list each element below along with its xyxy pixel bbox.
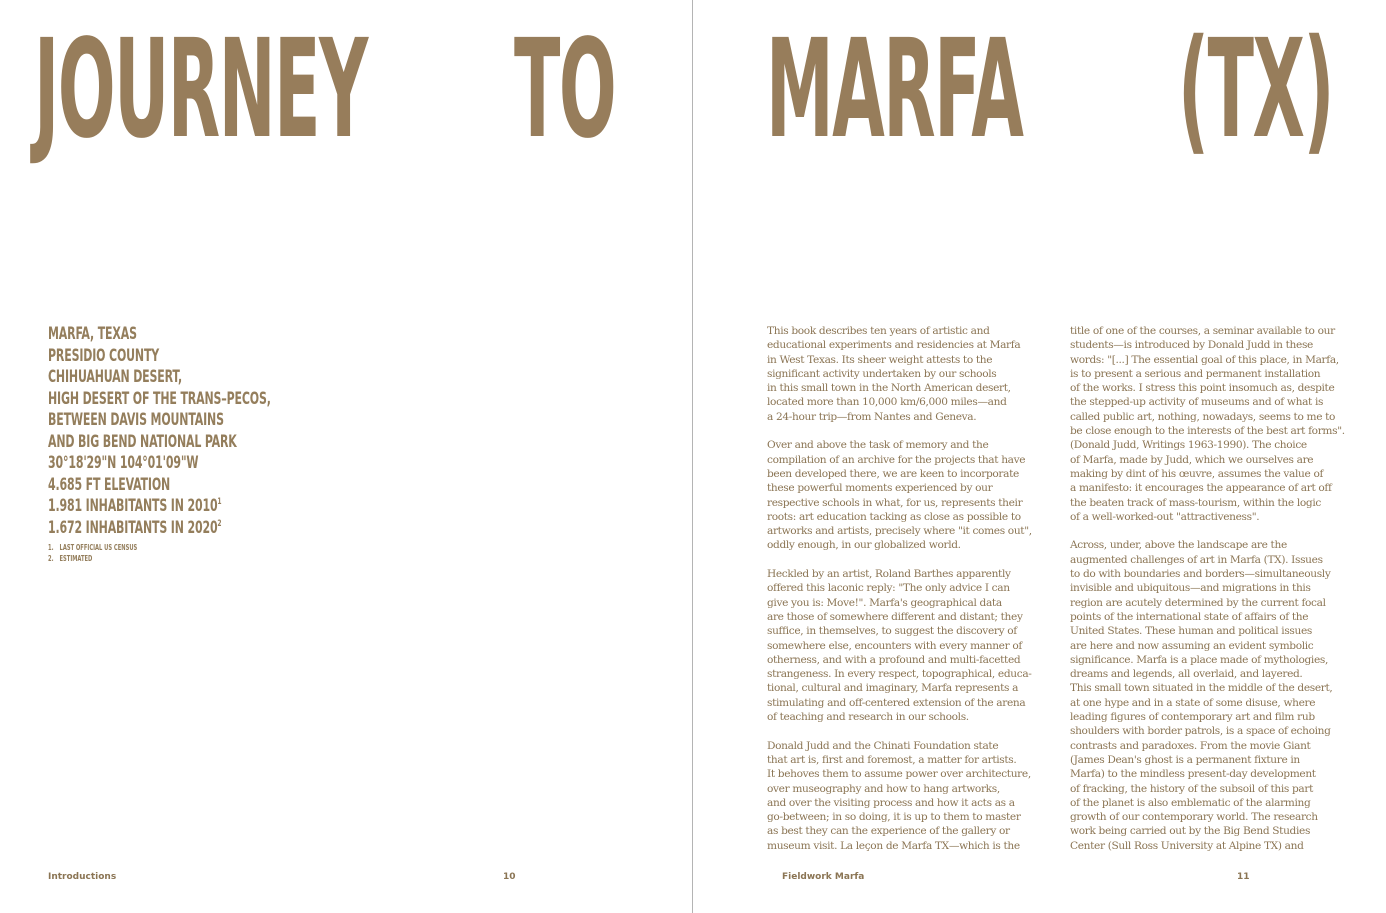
paragraph-gap — [767, 553, 1063, 567]
text-line: the stepped-up activity of museums and of what is — [1070, 396, 1324, 409]
paragraph-gap — [767, 424, 1063, 438]
body-text-left-column — [767, 324, 1063, 853]
text-line: stimulating and off-centered extension of the arena — [767, 696, 1026, 709]
text-line: United States. These human and political issues — [1070, 625, 1312, 638]
text-line: students—is introduced by Donald Judd in these — [1070, 339, 1313, 352]
population-2010 — [48, 495, 344, 517]
text-line: somewhere else, encounters with every manner of — [767, 639, 1022, 652]
footnote-text: ESTIMATED — [59, 554, 93, 563]
footnote-number: 1. — [48, 543, 54, 552]
text-line: This small town situated in the middle of the desert, — [1070, 682, 1333, 695]
text-line: of a well-worked-out "attractiveness". — [1070, 510, 1260, 523]
text-line: region are acutely determined by the current focal — [1070, 596, 1326, 609]
text-line: of fracking, the history of the subsoil of this part — [1070, 782, 1314, 795]
text-line: museum visit. La leçon de Marfa TX—which is the — [767, 839, 1020, 852]
text-line: Across, under, above the landscape are the — [1070, 539, 1287, 552]
paragraph-gap — [767, 724, 1063, 738]
text-line: located more than 10,000 km/6,000 miles—and — [767, 396, 1007, 409]
text-line: compilation of an archive for the projects that have — [767, 453, 1026, 466]
text-line: making by dint of his œuvre, assumes the value of — [1070, 467, 1324, 480]
text-line: in West Texas. Its sheer weight attests to the — [767, 353, 993, 366]
text-line: significant activity undertaken by our schools — [767, 367, 997, 380]
text-line: augmented challenges of art in Marfa (TX). Issues — [1070, 553, 1323, 566]
footnote — [48, 553, 336, 564]
population-2010-text: 1.981 INHABITANTS IN 2010 — [48, 496, 218, 515]
text-line: the beaten track of mass-tourism, within the logic — [1070, 496, 1321, 509]
fact-line: MARFA, TEXAS — [48, 324, 137, 343]
text-line: contrasts and paradoxes. From the movie Giant — [1070, 739, 1311, 752]
text-line: respective schools in what, for us, represents their — [767, 496, 1023, 509]
text-line: Marfa) to the mindless present-day development — [1070, 768, 1316, 781]
text-line: leading figures of contemporary art and film rub — [1070, 711, 1315, 724]
text-line: words: "[...] The essential goal of this place, in Marfa, — [1070, 353, 1339, 366]
text-line: This book describes ten years of artistic and — [767, 325, 990, 337]
text-line: is to present a serious and permanent installation — [1070, 367, 1321, 380]
text-line: called public art, nothing, nowadays, seems to me to — [1070, 410, 1336, 423]
text-line: It behoves them to assume power over architecture, — [767, 768, 1031, 781]
text-line: these powerful moments experienced by our — [767, 482, 993, 495]
text-line: a manifesto: it encourages the appearance of art off — [1070, 482, 1332, 495]
population-2020 — [48, 517, 344, 539]
text-line: tional, cultural and imaginary, Marfa represents a — [767, 682, 1019, 695]
text-line: significance. Marfa is a place made of mythologies, — [1070, 653, 1328, 666]
text-line: and over the visiting process and how it acts as a — [767, 796, 1015, 809]
text-line: roots: art education tacking as close as possible to — [767, 510, 1021, 523]
footnote-number: 2. — [48, 554, 54, 563]
footer-page-number: 10 — [503, 872, 516, 882]
text-line: suffice, in themselves, to suggest the discovery of — [767, 625, 1017, 638]
text-line: Donald Judd and the Chinati Foundation state — [767, 739, 999, 752]
footer-section-label: Introductions — [48, 872, 117, 882]
text-line: are here and now assuming an evident symbolic — [1070, 639, 1314, 652]
fact-line: HIGH DESERT OF THE TRANS–PECOS, — [48, 388, 271, 408]
text-line: otherness, and with a profound and multi-facetted — [767, 653, 1021, 666]
headline-word-to: TO — [514, 11, 616, 169]
footnote-ref-2: 2 — [217, 518, 222, 529]
footnote-ref-1: 1 — [217, 497, 222, 507]
text-line: a 24-hour trip—from Nantes and Geneva. — [767, 410, 977, 423]
fact-line: CHIHUAHUAN DESERT, — [48, 367, 183, 386]
text-line: in this small town in the North American desert, — [767, 382, 1011, 395]
fact-line: BETWEEN DAVIS MOUNTAINS — [48, 410, 224, 429]
footer-section-label: Fieldwork Marfa — [782, 872, 865, 882]
text-line: educational experiments and residencies at Marfa — [767, 339, 1021, 352]
text-line: Center (Sull Ross University at Alpine TX) and — [1070, 839, 1304, 852]
text-line: strangeness. In every respect, topographical, educa- — [767, 668, 1032, 681]
text-line: invisible and ubiquitous—and migrations in this — [1070, 582, 1311, 595]
text-line: oddly enough, in our globalized world. — [767, 539, 961, 552]
location-facts — [48, 323, 448, 564]
page-gutter — [692, 0, 693, 913]
headline-word-journey: JOURNEY — [34, 11, 367, 169]
headline-word-tx: (TX) — [1178, 11, 1333, 169]
text-line: are those of somewhere different and distant; they — [767, 610, 1023, 623]
text-line: of the works. I stress this point insomuch as, despite — [1070, 382, 1335, 395]
text-line: offered this laconic reply: "The only advice I can — [767, 582, 1010, 595]
text-line: be close enough to the interests of the best art forms". — [1070, 425, 1345, 438]
text-line: growth of our contemporary world. The research — [1070, 811, 1318, 824]
text-line: (James Dean's ghost is a permanent fixture in — [1070, 753, 1300, 766]
footnotes — [48, 542, 448, 564]
body-text-right-column — [1070, 324, 1366, 853]
fact-line: 4.685 FT ELEVATION — [48, 474, 171, 494]
text-line: shoulders with border patrols, is a space of echoing — [1070, 725, 1331, 738]
text-line: work being carried out by the Big Bend Studies — [1070, 825, 1311, 838]
text-line: artworks and artists, precisely where "it comes out", — [767, 525, 1032, 538]
text-line: that art is, first and foremost, a matter for artists. — [767, 753, 1017, 766]
text-line: of Marfa, made by Judd, which we ourselves are — [1070, 453, 1314, 466]
text-line: over museography and how to hang artworks, — [767, 782, 1000, 795]
fact-line: AND BIG BEND NATIONAL PARK — [48, 431, 237, 451]
footer-page-number: 11 — [1237, 872, 1250, 882]
text-line: give you is: Move!". Marfa's geographical data — [767, 596, 1002, 609]
text-line: title of one of the courses, a seminar available to our — [1070, 325, 1335, 337]
text-line: at one hype and in a state of some disuse, where — [1070, 696, 1316, 709]
text-line: been developed there, we are keen to incorporate — [767, 467, 1019, 480]
footnote — [48, 542, 336, 553]
population-2020-text: 1.672 INHABITANTS IN 2020 — [48, 517, 218, 537]
text-line: Over and above the task of memory and the — [767, 439, 989, 452]
fact-line: PRESIDIO COUNTY — [48, 345, 160, 365]
footnote-text: LAST OFFICIAL US CENSUS — [59, 543, 138, 552]
headline-word-marfa: MARFA — [766, 11, 1023, 169]
paragraph-gap — [1070, 524, 1366, 538]
text-line: Heckled by an artist, Roland Barthes apparently — [767, 568, 1011, 581]
text-line: of teaching and research in our schools. — [767, 711, 969, 724]
text-line: points of the international state of affairs of the — [1070, 610, 1309, 623]
text-line: dreams and legends, all overlaid, and layered. — [1070, 668, 1303, 681]
fact-line: 30°18'29"N 104°01'09"W — [48, 453, 199, 472]
text-line: (Donald Judd, Writings 1963-1990). The choice — [1070, 439, 1307, 452]
text-line: as best they can the experience of the gallery or — [767, 825, 1010, 838]
text-line: go-between; in so doing, it is up to them to master — [767, 811, 1021, 824]
text-line: to do with boundaries and borders—simultaneously — [1070, 568, 1331, 581]
text-line: of the planet is also emblematic of the alarming — [1070, 796, 1311, 809]
